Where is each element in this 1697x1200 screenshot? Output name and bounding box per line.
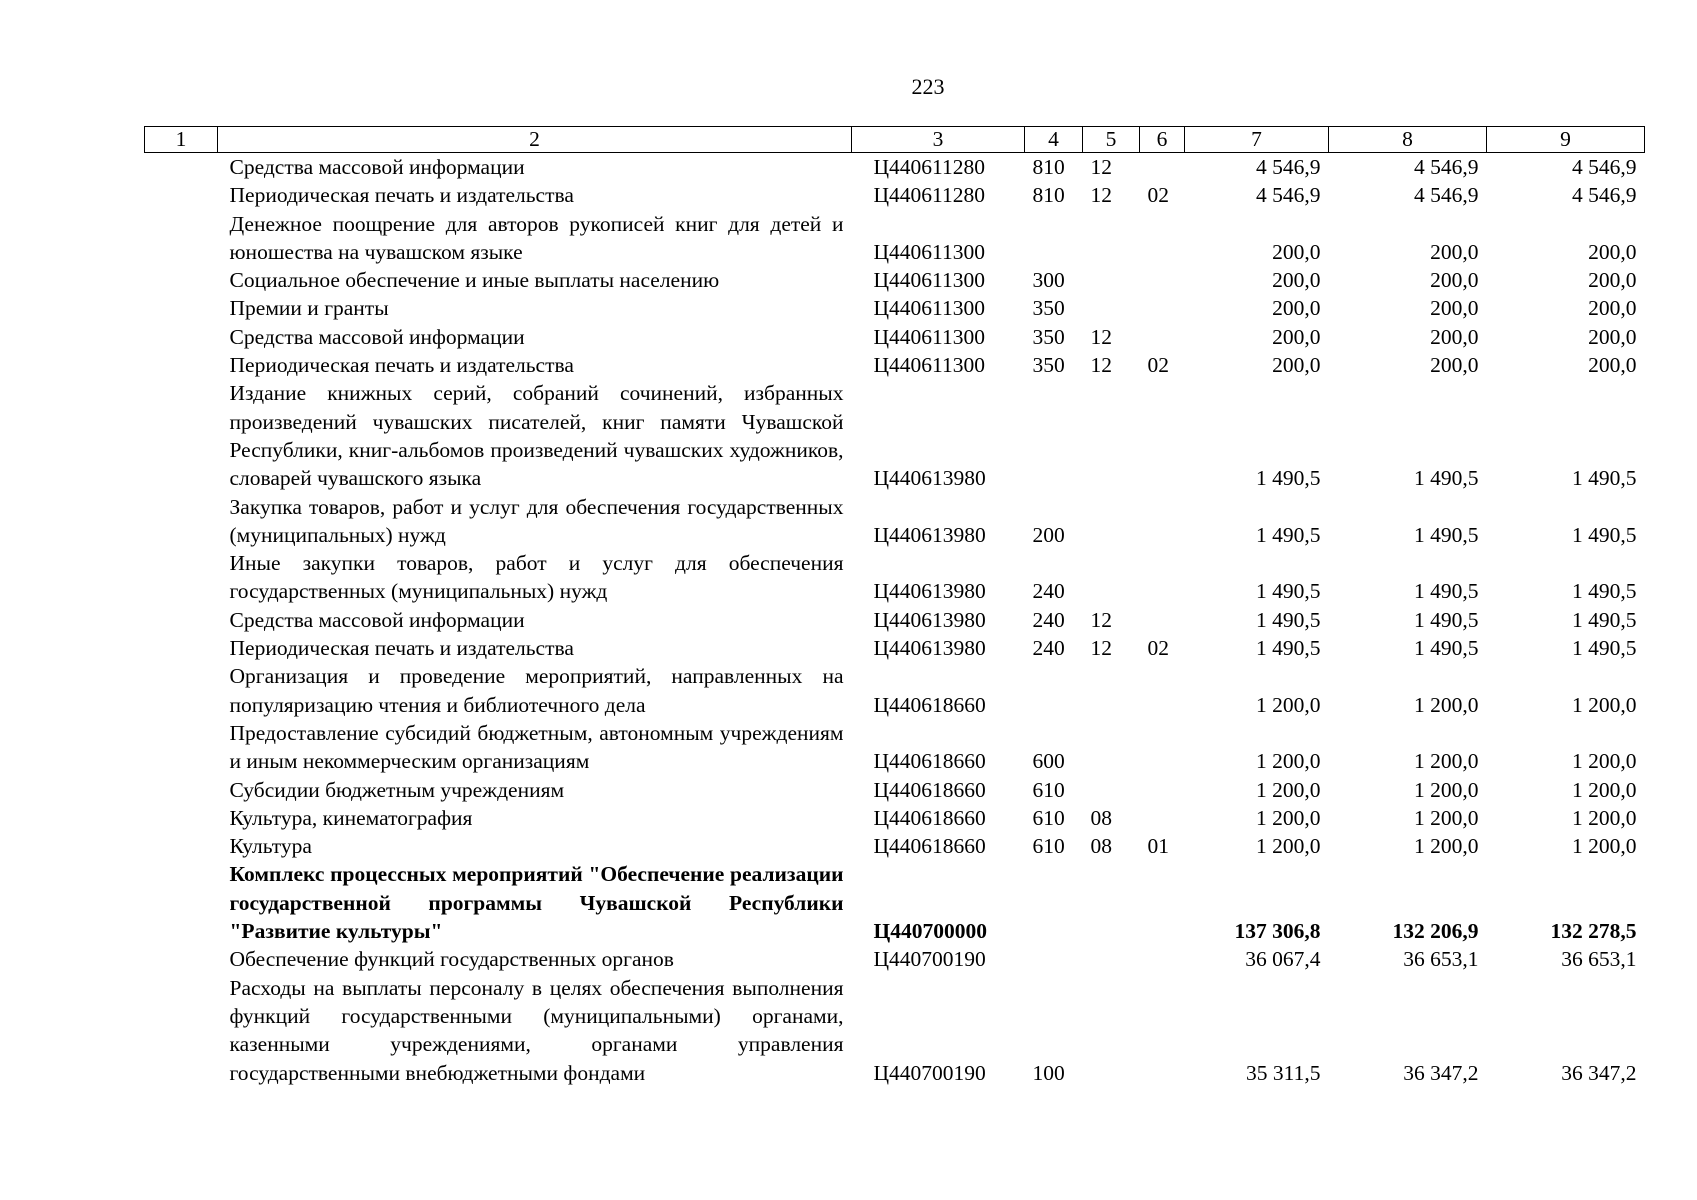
amount-col-8: 4 546,9: [1414, 183, 1479, 208]
section-code: [1083, 719, 1140, 776]
row-number-cell: [145, 832, 218, 860]
target-article-code: Ц440613980: [873, 636, 986, 661]
subsection-code: [1140, 210, 1185, 267]
expense-type-code: [1025, 379, 1083, 492]
amount-col-8: 1 200,0: [1414, 805, 1479, 830]
section-code: [1083, 776, 1140, 804]
column-header: 8: [1329, 127, 1487, 153]
target-article-code: Ц440611300: [873, 268, 985, 293]
item-name: Периодическая печать и издательства: [229, 636, 574, 661]
target-article-code: Ц440611300: [873, 353, 985, 378]
subsection-code: [1140, 719, 1185, 776]
target-article-code: Ц440613980: [873, 522, 986, 547]
amount-col-8: 36 347,2: [1403, 1060, 1479, 1085]
amount-col-7: 1 490,5: [1256, 466, 1321, 491]
row-number-cell: [145, 634, 218, 662]
amount-col-7: 1 200,0: [1256, 777, 1321, 802]
expense-type-code: 610: [1032, 805, 1065, 830]
table-row: [145, 719, 1645, 776]
expense-type-code: 200: [1032, 522, 1065, 547]
row-number-cell: [145, 606, 218, 634]
amount-col-7: 200,0: [1272, 353, 1321, 378]
budget-table: [144, 126, 1645, 1087]
amount-col-9: 1 490,5: [1572, 579, 1637, 604]
item-name: Культура, кинематография: [229, 805, 473, 830]
amount-col-9: 36 653,1: [1561, 947, 1637, 972]
table-row: [145, 181, 1645, 209]
expense-type-code: 600: [1032, 749, 1065, 774]
item-name: Средства массовой информации: [229, 324, 525, 349]
row-number-cell: [145, 493, 218, 550]
amount-col-9: 1 490,5: [1572, 636, 1637, 661]
expense-type-code: 350: [1032, 296, 1065, 321]
expense-type-code: 610: [1032, 777, 1065, 802]
column-header: 6: [1140, 127, 1185, 153]
amount-col-9: 1 490,5: [1572, 607, 1637, 632]
amount-col-7: 1 490,5: [1256, 636, 1321, 661]
item-name: Предоставление субсидий бюджетным, автономным учреждениям и иным некоммерческим организациям: [229, 720, 844, 774]
amount-col-7: 1 200,0: [1256, 749, 1321, 774]
subsection-code: [1140, 945, 1185, 973]
amount-col-9: 4 546,9: [1572, 183, 1637, 208]
amount-col-8: 200,0: [1430, 324, 1479, 349]
expense-type-code: [1025, 860, 1083, 945]
section-code: 08: [1090, 805, 1112, 830]
item-name: Социальное обеспечение и иные выплаты населению: [229, 268, 720, 293]
subsection-code: [1140, 153, 1185, 182]
amount-col-8: 200,0: [1430, 239, 1479, 264]
amount-col-9: 200,0: [1588, 296, 1637, 321]
section-code: 12: [1090, 636, 1112, 661]
row-number-cell: [145, 662, 218, 719]
expense-type-code: 300: [1032, 268, 1065, 293]
expense-type-code: 240: [1032, 636, 1065, 661]
amount-col-9: 1 490,5: [1572, 466, 1637, 491]
section-code: [1083, 379, 1140, 492]
subsection-code: [1140, 379, 1185, 492]
subsection-code: 02: [1147, 636, 1169, 661]
row-number-cell: [145, 804, 218, 832]
item-name: Расходы на выплаты персоналу в целях обеспечения выполнения функций государственными (муниципальными) органами, казенными учреждениями, органами управления государственными внебюджетными фондами: [229, 975, 844, 1085]
expense-type-code: 810: [1032, 183, 1065, 208]
column-header: 7: [1185, 127, 1329, 153]
table-row: [145, 606, 1645, 634]
target-article-code: Ц440613980: [873, 607, 986, 632]
expense-type-code: 610: [1032, 834, 1065, 859]
amount-col-9: 1 200,0: [1572, 805, 1637, 830]
item-name: Обеспечение функций государственных органов: [229, 947, 674, 972]
section-code: [1083, 945, 1140, 973]
target-article-code: Ц440618660: [873, 834, 986, 859]
expense-type-code: 350: [1032, 353, 1065, 378]
amount-col-8: 1 490,5: [1414, 522, 1479, 547]
table-row: [145, 662, 1645, 719]
item-name: Культура: [229, 834, 312, 859]
amount-col-9: 36 347,2: [1561, 1060, 1637, 1085]
column-header: 2: [218, 127, 852, 153]
table-row: [145, 804, 1645, 832]
amount-col-8: 36 653,1: [1403, 947, 1479, 972]
target-article-code: Ц440611300: [873, 296, 985, 321]
amount-col-7: 36 067,4: [1245, 947, 1321, 972]
section-code: [1083, 974, 1140, 1087]
amount-col-7: 1 490,5: [1256, 607, 1321, 632]
expense-type-code: [1025, 210, 1083, 267]
table-row: [145, 549, 1645, 606]
target-article-code: Ц440618660: [873, 749, 986, 774]
row-number-cell: [145, 974, 218, 1087]
item-name: Средства массовой информации: [229, 155, 525, 179]
amount-col-9: 4 546,9: [1572, 155, 1637, 179]
expense-type-code: [1025, 945, 1083, 973]
amount-col-7: 1 490,5: [1256, 579, 1321, 604]
amount-col-8: 1 200,0: [1414, 834, 1479, 859]
amount-col-8: 1 200,0: [1414, 749, 1479, 774]
row-number-cell: [145, 719, 218, 776]
item-name: Субсидии бюджетным учреждениям: [229, 777, 565, 802]
subsection-code: 02: [1147, 183, 1169, 208]
table-row: [145, 945, 1645, 973]
subsection-code: [1140, 266, 1185, 294]
target-article-code: Ц440700190: [873, 947, 986, 972]
target-article-code: Ц440700190: [873, 1060, 986, 1085]
column-header: 3: [852, 127, 1025, 153]
row-number-cell: [145, 860, 218, 945]
page-number: 223: [911, 74, 945, 99]
subsection-code: [1140, 804, 1185, 832]
table-row: [145, 832, 1645, 860]
row-number-cell: [145, 776, 218, 804]
amount-col-7: 200,0: [1272, 239, 1321, 264]
target-article-code: Ц440611300: [873, 239, 985, 264]
amount-col-7: 200,0: [1272, 324, 1321, 349]
section-code: 12: [1090, 155, 1112, 179]
target-article-code: Ц440618660: [873, 692, 986, 717]
target-article-code: Ц440618660: [873, 777, 986, 802]
row-number-cell: [145, 294, 218, 322]
table-row: [145, 351, 1645, 379]
table-row: [145, 294, 1645, 322]
amount-col-9: 200,0: [1588, 353, 1637, 378]
amount-col-7: 35 311,5: [1246, 1060, 1321, 1085]
amount-col-9: 200,0: [1588, 324, 1637, 349]
target-article-code: Ц440611280: [873, 155, 985, 179]
amount-col-7: 200,0: [1272, 296, 1321, 321]
subsection-code: [1140, 662, 1185, 719]
amount-col-9: 1 200,0: [1572, 777, 1637, 802]
section-code: [1083, 549, 1140, 606]
column-header: 9: [1487, 127, 1645, 153]
row-number-cell: [145, 153, 218, 182]
amount-col-9: 1 200,0: [1572, 692, 1637, 717]
amount-col-8: 1 490,5: [1414, 466, 1479, 491]
column-header: 4: [1025, 127, 1083, 153]
section-code: [1083, 210, 1140, 267]
target-article-code: Ц440613980: [873, 579, 986, 604]
table-row: [145, 493, 1645, 550]
subsection-code: 02: [1147, 353, 1169, 378]
amount-col-7: 1 200,0: [1256, 692, 1321, 717]
section-code: 12: [1090, 183, 1112, 208]
column-header: 5: [1083, 127, 1140, 153]
amount-col-8: 200,0: [1430, 353, 1479, 378]
target-article-code: Ц440618660: [873, 805, 986, 830]
expense-type-code: 240: [1032, 579, 1065, 604]
subsection-code: [1140, 776, 1185, 804]
amount-col-7: 1 200,0: [1256, 805, 1321, 830]
table-row: [145, 634, 1645, 662]
table-row: [145, 379, 1645, 492]
row-number-cell: [145, 351, 218, 379]
expense-type-code: 240: [1032, 607, 1065, 632]
target-article-code: Ц440611280: [873, 183, 985, 208]
table-row: [145, 323, 1645, 351]
amount-col-9: 1 200,0: [1572, 749, 1637, 774]
item-name: Закупка товаров, работ и услуг для обеспечения государственных (муниципальных) нужд: [229, 494, 844, 547]
section-code: 12: [1090, 607, 1112, 632]
table-row: [145, 266, 1645, 294]
expense-type-code: 350: [1032, 324, 1065, 349]
table-row: [145, 210, 1645, 267]
amount-col-7: 4 546,9: [1256, 155, 1321, 179]
item-name: Средства массовой информации: [229, 607, 525, 632]
subsection-code: [1140, 974, 1185, 1087]
amount-col-9: 200,0: [1588, 239, 1637, 264]
amount-col-8: 1 200,0: [1414, 692, 1479, 717]
table-row: [145, 153, 1645, 182]
row-number-cell: [145, 379, 218, 492]
subsection-code: [1140, 606, 1185, 634]
item-name: Периодическая печать и издательства: [229, 353, 574, 378]
target-article-code: Ц440700000: [873, 919, 987, 944]
section-code: [1083, 493, 1140, 550]
item-name: Денежное поощрение для авторов рукописей книг для детей и юношества на чувашском языке: [229, 211, 844, 264]
amount-col-9: 1 200,0: [1572, 834, 1637, 859]
subsection-code: [1140, 294, 1185, 322]
amount-col-7: 137 306,8: [1234, 919, 1321, 944]
amount-col-8: 4 546,9: [1414, 155, 1479, 179]
amount-col-7: 1 490,5: [1256, 522, 1321, 547]
row-number-cell: [145, 266, 218, 294]
item-name: Периодическая печать и издательства: [229, 183, 574, 208]
table-body: [145, 153, 1645, 1087]
row-number-cell: [145, 945, 218, 973]
section-code: [1083, 662, 1140, 719]
table-row: [145, 974, 1645, 1087]
item-name: Премии и гранты: [229, 296, 389, 321]
target-article-code: Ц440611300: [873, 324, 985, 349]
section-code: [1083, 266, 1140, 294]
subsection-code: 01: [1147, 834, 1169, 859]
row-number-cell: [145, 181, 218, 209]
column-number-header: [145, 127, 1645, 153]
amount-col-8: 200,0: [1430, 268, 1479, 293]
table-row: [145, 860, 1645, 945]
amount-col-9: 1 490,5: [1572, 522, 1637, 547]
expense-type-code: [1025, 662, 1083, 719]
item-name: Комплекс процессных мероприятий "Обеспечение реализации государственной программы Чувашской Республики "Развитие культуры": [229, 862, 844, 944]
amount-col-8: 1 490,5: [1414, 636, 1479, 661]
amount-col-8: 200,0: [1430, 296, 1479, 321]
amount-col-8: 132 206,9: [1392, 919, 1479, 944]
amount-col-7: 200,0: [1272, 268, 1321, 293]
section-code: [1083, 294, 1140, 322]
section-code: [1083, 860, 1140, 945]
amount-col-8: 1 490,5: [1414, 607, 1479, 632]
row-number-cell: [145, 549, 218, 606]
item-name: Иные закупки товаров, работ и услуг для обеспечения государственных (муниципальных) нужд: [229, 551, 844, 604]
amount-col-7: 4 546,9: [1256, 183, 1321, 208]
subsection-code: [1140, 323, 1185, 351]
subsection-code: [1140, 860, 1185, 945]
row-number-cell: [145, 210, 218, 267]
row-number-cell: [145, 323, 218, 351]
amount-col-9: 200,0: [1588, 268, 1637, 293]
subsection-code: [1140, 549, 1185, 606]
item-name: Организация и проведение мероприятий, направленных на популяризацию чтения и библиотечного дела: [229, 664, 844, 717]
column-header: 1: [145, 127, 218, 153]
item-name: Издание книжных серий, собраний сочинений, избранных произведений чувашских писателей, книг памяти Чувашской Республики, книг-альбомов произведений чувашских художников, словарей чувашского языка: [229, 381, 844, 491]
amount-col-8: 1 200,0: [1414, 777, 1479, 802]
expense-type-code: 810: [1032, 155, 1065, 179]
subsection-code: [1140, 493, 1185, 550]
amount-col-9: 132 278,5: [1550, 919, 1637, 944]
section-code: 12: [1090, 324, 1112, 349]
target-article-code: Ц440613980: [873, 466, 986, 491]
amount-col-7: 1 200,0: [1256, 834, 1321, 859]
expense-type-code: 100: [1032, 1060, 1065, 1085]
section-code: 12: [1090, 353, 1112, 378]
amount-col-8: 1 490,5: [1414, 579, 1479, 604]
section-code: 08: [1090, 834, 1112, 859]
table-row: [145, 776, 1645, 804]
